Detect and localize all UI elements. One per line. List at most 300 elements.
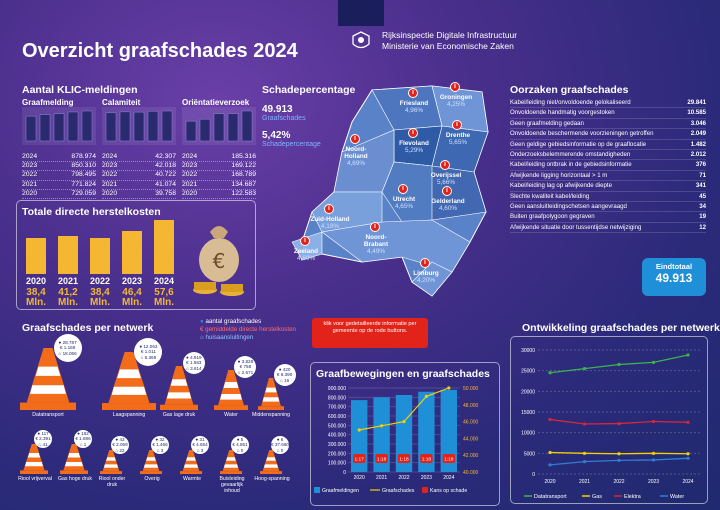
- klic-row: [102, 153, 176, 162]
- klic-group: [102, 98, 176, 199]
- cost-year: 2021: [57, 276, 79, 286]
- stat-houses: ⌂ 3: [196, 447, 204, 453]
- coat-of-arms-icon: [350, 30, 372, 52]
- klic-row: [182, 162, 256, 171]
- klic-year: 2022: [182, 171, 198, 179]
- x-tick-label: 2024: [682, 479, 694, 485]
- cause-value: 3.046: [690, 119, 706, 127]
- cause-row: [510, 212, 706, 222]
- stat-cost: € 2.391: [35, 436, 51, 442]
- legend-house-label: huisaansluitingen: [205, 334, 254, 341]
- x-tick-label: 2020: [544, 479, 556, 485]
- klic-year: 2024: [182, 153, 198, 160]
- legend-label: Gas: [592, 494, 602, 500]
- ontwikkeling-chart: [510, 338, 708, 504]
- info-button[interactable]: i: [452, 120, 462, 130]
- klic-panel: [22, 98, 258, 198]
- stat-houses: ⌂ 18.066: [58, 350, 77, 356]
- stat-cost: € 1.466: [152, 442, 168, 448]
- klic-row: [182, 190, 256, 199]
- cause-label: Kabel/leiding niet/onvoldoende gelokaliseerd: [510, 99, 631, 106]
- y-tick-label: 100.000: [327, 460, 346, 467]
- klic-row: [182, 171, 256, 180]
- x-tick-label: 2022: [613, 479, 625, 485]
- info-button[interactable]: i: [300, 236, 310, 246]
- klic-bar: [148, 111, 158, 141]
- point-datatransport: [583, 367, 586, 370]
- stat-houses: ⌂ 6.369: [140, 354, 157, 360]
- cause-value: 29.841: [687, 99, 706, 106]
- stat-bubble: [231, 436, 249, 454]
- header-flag: [338, 0, 384, 26]
- map-total: 49.913: [262, 104, 293, 115]
- klic-group: [22, 98, 96, 199]
- point-gas: [686, 452, 689, 455]
- stat-cost: € 4.861: [232, 442, 248, 448]
- klic-value: 729.059: [71, 189, 96, 197]
- point-graafschades: [380, 424, 383, 427]
- cause-row: [510, 98, 706, 108]
- stat-count: ● 31: [195, 436, 205, 442]
- point-water: [652, 458, 655, 461]
- stat-cost: € 1.169: [59, 345, 76, 351]
- stat-bubble: [191, 436, 209, 454]
- point-graafschades: [425, 395, 428, 398]
- stat-houses: ⌂ 3.614: [186, 365, 202, 371]
- point-water: [583, 460, 586, 463]
- stat-houses: ⌂ 0: [236, 447, 244, 453]
- klic-row: [182, 153, 256, 162]
- province-label: [434, 94, 478, 108]
- province-name: Zeeland: [293, 248, 319, 255]
- network-name: Laagspanning: [112, 412, 146, 418]
- klic-mini-chart: [22, 107, 96, 145]
- klic-year: 2022: [22, 171, 38, 179]
- stat-cost: € 1.683: [186, 360, 202, 366]
- cause-row: [510, 119, 706, 129]
- traffic-cone-icon: [60, 441, 88, 474]
- y-tick-label: 15000: [521, 410, 535, 416]
- point-graafschades: [447, 386, 450, 389]
- point-water: [548, 463, 551, 466]
- causes-title: Oorzaken graafschades: [510, 84, 629, 96]
- klic-title: Aantal KLIC-meldingen: [22, 84, 138, 96]
- cause-row: [510, 140, 706, 150]
- cost-value: 38,4: [26, 287, 46, 298]
- province-pct: 4,65%: [394, 203, 414, 210]
- bewegingen-title: Graafbewegingen en graafschades: [316, 368, 490, 380]
- cost-year: 2020: [25, 276, 47, 286]
- network-name: Riool vrijverval: [18, 476, 52, 482]
- network-name: Buisleiding gevaarlijk inhoud: [219, 476, 245, 494]
- stat-houses: ⌂ 22: [115, 447, 125, 453]
- y-tick-label: 5000: [523, 451, 535, 458]
- x-tick-label: 2024: [443, 475, 455, 481]
- x-tick-label: 2021: [376, 475, 388, 481]
- klic-row: [102, 162, 176, 171]
- klic-bar: [214, 114, 224, 141]
- province-label: [436, 132, 480, 146]
- network-name: Gas lage druk: [162, 412, 196, 418]
- info-button[interactable]: i: [440, 160, 450, 170]
- klic-year: 2020: [22, 189, 38, 197]
- stat-count: ● 3.828: [237, 358, 254, 364]
- legend-label: Graafmeldingen: [322, 488, 359, 494]
- cost-unit: Mln.: [122, 297, 142, 308]
- cause-value: 19: [699, 213, 706, 221]
- klic-value: 134.687: [231, 180, 256, 188]
- klic-year: 2024: [22, 153, 38, 160]
- y-tick-label: 800.000: [327, 395, 346, 402]
- network-name: Hoog-spanning: [254, 476, 290, 482]
- point-graafschades: [358, 428, 361, 431]
- klic-value: 850.310: [71, 162, 96, 170]
- traffic-cone-icon: [20, 441, 48, 474]
- province-name: Noord-Holland: [344, 146, 368, 160]
- province-pct: 4,96%: [404, 107, 424, 114]
- point-water: [686, 457, 689, 460]
- klic-year: 2020: [182, 189, 198, 197]
- cause-row: [510, 108, 706, 118]
- cause-value: 34: [699, 203, 706, 211]
- cause-label: Afwijkende situatie door tussentijdse netwijziging: [510, 223, 642, 231]
- y-tick-label: 400.000: [327, 432, 346, 439]
- province-name: Overijssel: [430, 172, 462, 179]
- cause-row: [510, 160, 706, 170]
- province-pct: 4,20%: [416, 277, 436, 284]
- stat-bubble: [134, 338, 162, 366]
- cost-value: 57,6: [154, 287, 174, 298]
- klic-value: 168.789: [231, 171, 256, 179]
- network-name: Overig: [144, 476, 160, 482]
- legend-item: ⌂ huisaansluitingen: [200, 334, 254, 341]
- klic-row: [102, 181, 176, 190]
- klic-value: 122.583: [231, 189, 256, 197]
- map-note: klik voor gedetailleerde informatie per gemeente op de rode buttons.: [312, 318, 428, 348]
- network-title: Graafschades per netwerk: [22, 322, 154, 334]
- cause-value: 10.585: [687, 109, 706, 117]
- stat-count: ● 28.787: [58, 339, 77, 345]
- info-button[interactable]: i: [442, 186, 452, 196]
- klic-bar: [186, 121, 196, 141]
- legend-label: Graafschades: [382, 488, 415, 494]
- cost-year: 2023: [121, 276, 143, 286]
- klic-year: 2024: [102, 153, 118, 160]
- cause-value: 2.012: [690, 151, 706, 159]
- legend-cost-label: gemiddelde directe herstelkosten: [205, 326, 296, 333]
- point-gas: [652, 452, 655, 455]
- klic-year: 2021: [102, 180, 118, 188]
- info-button[interactable]: i: [450, 82, 460, 92]
- point-elektra: [617, 422, 620, 425]
- cost-unit: Mln.: [26, 297, 46, 308]
- costs-title: Totale directe herstelkosten: [22, 206, 161, 218]
- y-tick-label: 0: [343, 470, 346, 476]
- info-button[interactable]: i: [350, 134, 360, 144]
- point-elektra: [583, 422, 586, 425]
- cost-bar: [26, 238, 46, 274]
- point-datatransport: [686, 353, 689, 356]
- stat-houses: ⌂ 41: [38, 441, 48, 447]
- klic-row: [22, 162, 96, 171]
- causes-total-label: Eindtotaal: [655, 262, 693, 271]
- klic-bar: [40, 115, 50, 141]
- klic-bar: [162, 111, 172, 141]
- y-tick-label: 10000: [521, 430, 535, 437]
- cause-label: Buiten graafpolygoon gegraven: [510, 213, 595, 221]
- organisation-name: [382, 30, 517, 52]
- stat-cost: € 4.654: [192, 442, 208, 448]
- cost-unit: Mln.: [90, 297, 110, 308]
- stat-cost: € 1.011: [140, 349, 156, 355]
- province-pct: 5,66%: [436, 179, 456, 186]
- klic-bar: [106, 113, 116, 141]
- cause-label: Onvoldoende beschermende voorzieningen getroffen: [510, 130, 654, 138]
- stat-count: ● 12.063: [139, 343, 158, 349]
- province-pct: 5,29%: [404, 147, 424, 154]
- y-tick-label: 600.000: [327, 414, 346, 420]
- point-elektra: [548, 418, 551, 421]
- stat-bubble: [34, 430, 52, 448]
- stat-bubble: [234, 356, 256, 378]
- province-label: [308, 216, 352, 230]
- klic-bar: [200, 119, 210, 141]
- y-tick-label: 30000: [521, 348, 535, 354]
- province-pct: 4,49%: [366, 248, 386, 255]
- province-label: [392, 140, 436, 154]
- cause-label: Onderzoeksbelemmerende omstandigheden: [510, 151, 631, 159]
- map-pct-label: Schadepercentage: [262, 141, 321, 148]
- ratio-label: 1:18: [399, 457, 409, 463]
- cause-label: Geen graafmelding gedaan: [510, 119, 584, 127]
- klic-row: [22, 181, 96, 190]
- klic-year: 2023: [102, 162, 118, 170]
- info-button[interactable]: i: [324, 204, 334, 214]
- klic-group-label: Graafmelding: [22, 98, 74, 107]
- province-labels: [282, 82, 502, 300]
- province-label: [334, 146, 378, 167]
- info-button[interactable]: i: [398, 184, 408, 194]
- network-name: Middenspanning: [252, 412, 291, 418]
- point-gas: [617, 452, 620, 455]
- causes-table: [510, 98, 706, 238]
- cause-row: [510, 129, 706, 139]
- province-pct: 4,18%: [320, 223, 340, 230]
- cause-label: Kabel/leiding lag op afwijkende diepte: [510, 182, 612, 190]
- stat-bubble: [183, 352, 205, 374]
- network-name: Riool onder druk: [98, 476, 126, 488]
- klic-value: 185.316: [231, 153, 256, 160]
- stat-cost: € 6.390: [276, 372, 293, 378]
- y-tick-label: 200.000: [327, 451, 346, 458]
- legend-swatch: [314, 487, 320, 493]
- cause-value: 45: [699, 192, 706, 200]
- province-label: [354, 234, 398, 255]
- cause-row: [510, 171, 706, 181]
- ratio-label: 1:18: [421, 457, 432, 463]
- province-name: Limburg: [413, 270, 439, 277]
- page-title: Overzicht graafschades 2024: [22, 40, 298, 62]
- info-button[interactable]: i: [408, 128, 418, 138]
- point-datatransport: [548, 371, 551, 374]
- y-tick-label: 700.000: [327, 404, 346, 411]
- klic-value: 42.307: [155, 153, 176, 160]
- network-name: Datatransport: [32, 412, 64, 418]
- legend-swatch: [422, 487, 428, 493]
- y-tick-label: 0: [532, 472, 535, 478]
- stat-houses: ⌂ 3: [156, 447, 164, 453]
- y2-tick-label: 42.000: [463, 453, 479, 460]
- stat-bubble: [54, 334, 82, 362]
- klic-mini-chart: [182, 107, 256, 145]
- klic-table: [102, 153, 176, 199]
- network-name: Warmte: [183, 476, 201, 482]
- province-label: [426, 198, 470, 212]
- klic-value: 42.018: [155, 162, 176, 170]
- legend-label: Elektra: [624, 494, 641, 500]
- cost-bar: [58, 236, 78, 274]
- org-line-1: Rijksinspectie Digitale Infrastructuur: [382, 30, 518, 40]
- stat-count: ● 43: [115, 436, 125, 442]
- cost-year: 2022: [89, 276, 111, 286]
- klic-mini-chart: [102, 107, 176, 145]
- province-name: Utrecht: [392, 196, 416, 203]
- province-label: [424, 172, 468, 186]
- network-cones: [16, 336, 306, 508]
- klic-year: 2020: [102, 189, 118, 197]
- y-tick-label: 25000: [521, 368, 535, 375]
- stat-count: ● 32: [155, 436, 165, 442]
- province-name: Flevoland: [399, 140, 429, 147]
- causes-total-value: 49.913: [655, 271, 693, 285]
- province-pct: 4,25%: [446, 101, 466, 108]
- ontwikkeling-title: Ontwikkeling graafschades per netwerk: [522, 322, 720, 334]
- ratio-label: 1:17: [354, 457, 364, 463]
- cost-bar: [90, 238, 110, 274]
- cost-value: 46,4: [122, 287, 142, 298]
- province-name: Groningen: [439, 94, 473, 101]
- stat-bubble: [151, 436, 169, 454]
- klic-value: 169.122: [231, 162, 256, 170]
- legend-item: ● aantal graafschades: [200, 318, 262, 325]
- province-pct: 4,69%: [346, 160, 366, 167]
- klic-row: [22, 171, 96, 180]
- y2-tick-label: 44.000: [463, 436, 479, 443]
- klic-value: 878.974: [71, 153, 96, 160]
- klic-year: 2021: [182, 180, 198, 188]
- stat-count: ● 6: [276, 436, 284, 442]
- stat-count: ● 420: [278, 366, 291, 372]
- cause-label: Kabel/leiding ontbrak in de gebiedsinformatie: [510, 161, 632, 169]
- klic-value: 771.824: [71, 180, 96, 188]
- cause-label: Slechte kwaliteit kabel/leiding: [510, 192, 590, 200]
- point-gas: [548, 451, 551, 454]
- klic-row: [102, 171, 176, 180]
- point-gas: [583, 452, 586, 455]
- info-button[interactable]: i: [420, 258, 430, 268]
- legend-label: Water: [670, 494, 685, 500]
- province-label: [392, 100, 436, 114]
- klic-year: 2022: [102, 171, 118, 179]
- info-button[interactable]: i: [408, 88, 418, 98]
- y-tick-label: 900.000: [327, 386, 346, 392]
- legend-item: € gemiddelde directe herstelkosten: [200, 326, 296, 333]
- klic-row: [102, 190, 176, 199]
- stat-bubble: [74, 430, 92, 448]
- stat-cost: € 2.059: [112, 442, 128, 448]
- y2-tick-label: 46.000: [463, 419, 479, 426]
- klic-row: [22, 190, 96, 199]
- klic-bar: [26, 116, 36, 141]
- point-graafschades: [402, 420, 405, 423]
- y2-tick-label: 50.000: [463, 386, 479, 392]
- cause-label: Afwijkende ligging horizontaal > 1 m: [510, 171, 608, 179]
- legend-count-label: aantal graafschades: [205, 318, 262, 325]
- cost-value: 38,4: [90, 287, 110, 298]
- klic-value: 39.758: [155, 189, 176, 197]
- ratio-label: 1:18: [376, 457, 387, 463]
- klic-value: 40.722: [155, 171, 176, 179]
- cause-value: 1.482: [690, 140, 706, 148]
- map-pct: 5,42%: [262, 130, 291, 141]
- bewegingen-chart: [310, 380, 500, 506]
- cause-value: 376: [695, 161, 706, 169]
- province-name: Gelderland: [431, 198, 465, 205]
- province-name: Noord-Brabant: [363, 234, 389, 248]
- cause-value: 341: [695, 182, 706, 190]
- klic-bar: [242, 111, 252, 141]
- province-pct: 4,60%: [296, 255, 316, 262]
- cause-row: [510, 192, 706, 202]
- x-tick-label: 2021: [578, 479, 591, 485]
- point-water: [617, 459, 620, 462]
- y-tick-label: 20000: [521, 389, 535, 396]
- klic-year: 2021: [22, 180, 38, 188]
- info-button[interactable]: i: [370, 222, 380, 232]
- stat-cost: € 1.886: [75, 436, 91, 442]
- province-label: [404, 270, 448, 284]
- x-tick-label: 2022: [398, 475, 410, 481]
- stat-cost: € 37.660: [271, 442, 289, 448]
- cause-row: [510, 223, 706, 233]
- cause-row: [510, 150, 706, 160]
- klic-group-label: Oriëntatieverzoek: [182, 98, 250, 107]
- map-total-label: Graafschades: [262, 115, 306, 122]
- klic-value: 41.074: [155, 180, 176, 188]
- stat-bubble: [111, 436, 129, 454]
- province-pct: 4,60%: [438, 205, 458, 212]
- klic-bar: [68, 112, 78, 141]
- cause-label: Geen geldige gebiedsinformatie op de graaflocatie: [510, 140, 647, 148]
- stat-houses: ⌂ 16: [280, 377, 290, 383]
- y-tick-label: 500.000: [327, 423, 346, 430]
- cost-year: 2024: [153, 276, 175, 286]
- point-datatransport: [652, 361, 655, 364]
- klic-bar: [134, 112, 144, 141]
- network-name: Water: [224, 412, 238, 418]
- x-tick-label: 2020: [353, 475, 365, 481]
- klic-table: [182, 153, 256, 199]
- x-tick-label: 2023: [647, 479, 660, 485]
- stat-houses: ⌂ 1: [79, 441, 87, 447]
- ratio-label: 1:18: [444, 457, 454, 463]
- costs-chart: [22, 216, 182, 308]
- point-elektra: [686, 421, 689, 424]
- klic-group-label: Calamiteit: [102, 98, 141, 107]
- cause-value: 12: [699, 223, 706, 231]
- y-tick-label: 300.000: [327, 442, 346, 448]
- cost-unit: Mln.: [58, 297, 78, 308]
